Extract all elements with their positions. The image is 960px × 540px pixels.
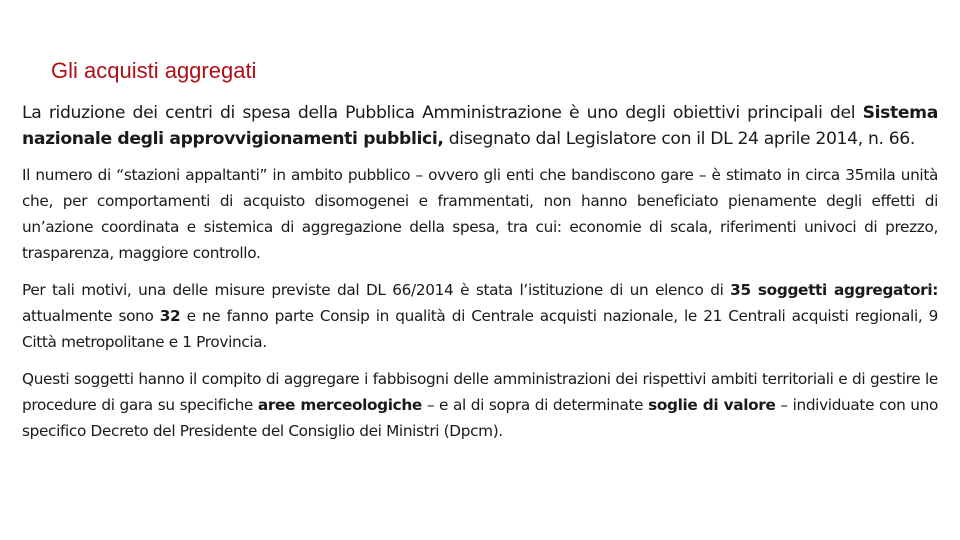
emphasis-sistema-nazionale: Sistema nazionale degli approvvigionamenti pubblici, xyxy=(22,103,938,149)
paragraph-text: – e al di sopra di determinate xyxy=(421,396,649,414)
paragraph-stazioni-appaltanti xyxy=(22,162,938,266)
emphasis-32: 32 xyxy=(159,307,181,325)
emphasis-aree-merceologiche: aree merceologiche xyxy=(257,396,422,414)
emphasis-soglie-di-valore: soglie di valore xyxy=(648,396,776,414)
paragraph-text: attualmente sono xyxy=(22,307,160,325)
paragraph-text: La riduzione dei centri di spesa della Pubblica Amministrazione è uno degli obiettivi principali del xyxy=(22,103,863,123)
paragraph-text: e ne fanno parte Consip in qualità di Centrale acquisti nazionale, le 21 Centrali acquisti regionali, 9 Città metropolitane e 1 Provincia. xyxy=(22,307,938,351)
paragraph-compiti-soggetti xyxy=(22,366,938,444)
slide-body xyxy=(22,100,938,444)
slide-title: Gli acquisti aggregati xyxy=(51,58,257,83)
emphasis-35-soggetti: 35 soggetti aggregatori: xyxy=(730,281,938,299)
paragraph-soggetti-aggregatori xyxy=(22,277,938,355)
paragraph-text: disegnato dal Legislatore con il DL 24 aprile 2014, n. 66. xyxy=(443,129,915,149)
paragraph-centri-di-spesa xyxy=(22,100,938,152)
paragraph-text: Per tali motivi, una delle misure previste dal DL 66/2014 è stata l’istituzione di un elenco di xyxy=(22,281,731,299)
paragraph-text: Il numero di “stazioni appaltanti” in ambito pubblico – ovvero gli enti che bandiscono gare – è stimato in circa 35mila unità che, per comportamenti di acquisto disomogenei e frammentati, non hanno beneficiato pienamente degli effetti di un’azione coordinata e sistemica di aggregazione della spesa, tra cui: economie di scala, riferimenti univoci di prezzo, trasparenza, maggiore controllo. xyxy=(22,166,938,262)
paragraph-text: Questi soggetti hanno il compito di aggregare i fabbisogni delle amministrazioni dei rispettivi ambiti territoriali e di gestire le procedure di gara su specifiche xyxy=(22,370,938,414)
paragraph-text: – individuate con uno specifico Decreto del Presidente del Consiglio dei Ministri (Dpcm). xyxy=(22,396,939,440)
